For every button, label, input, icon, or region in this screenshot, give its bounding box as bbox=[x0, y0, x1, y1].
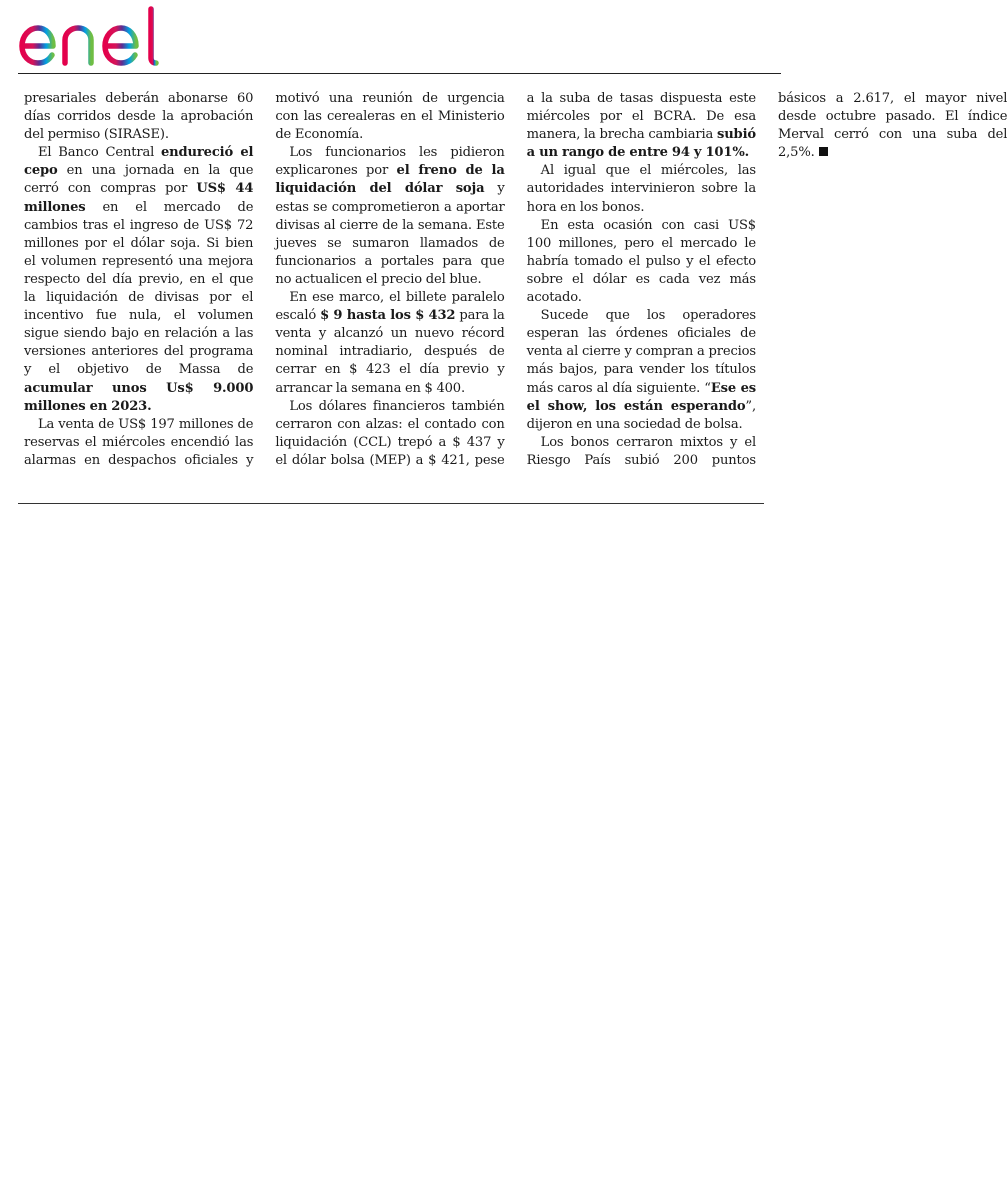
article-paragraph bbox=[275, 289, 504, 398]
text-run: para la venta y alcanzó un nuevo récord nominal intradiario, después de cerrar en $ 423 el día previo y arrancar la semana en $ 400. bbox=[275, 308, 505, 396]
text-run: Los dólares financieros también cerraron con alzas: el contado con liquidación (CCL) trepó a $ 437 y el dólar bolsa (MEP) a $ 421, pese a la suba de tasas dispuesta este miércoles por el BCRA. De esa manera, la brecha cambiaria bbox=[275, 91, 756, 468]
bold-text: endureció el cepo bbox=[24, 145, 254, 179]
text-run: en una jornada en la que cerró con compras por bbox=[24, 163, 254, 197]
article-body bbox=[24, 90, 1007, 474]
article-paragraph bbox=[527, 217, 756, 307]
bold-text: acumular unos Us$ 9.000 millones en 2023. bbox=[24, 380, 254, 414]
enel-logo bbox=[18, 6, 180, 66]
bold-text: Ese es el show, los están esperando bbox=[526, 380, 756, 414]
text-run: Sucede que los operadores esperan las órdenes oficiales de venta al cierre y compran a precios más bajos, para vender los títulos más caros al día siguiente. “ bbox=[526, 308, 756, 396]
bold-text: subió a un rango de entre 94 y 101%. bbox=[526, 127, 756, 161]
header-rule bbox=[18, 73, 781, 74]
text-run: En esta ocasión con casi US$ 100 millones, pero el mercado le habría tomado el pulso y el efecto sobre el dólar es cada vez más acotado. bbox=[526, 217, 756, 306]
bold-text: US$ 44 millones bbox=[24, 181, 254, 215]
bold-text: $ 9 hasta los $ 432 bbox=[320, 308, 456, 324]
text-run: El Banco Central bbox=[38, 145, 161, 161]
article-paragraph bbox=[24, 144, 253, 415]
article-paragraph bbox=[527, 162, 756, 216]
bold-text: el freno de la liquidación del dólar soja bbox=[275, 163, 505, 197]
text-run: presariales deberán abonarse 60 días corridos desde la aprobación del permiso (SIRASE). bbox=[24, 91, 254, 143]
text-run: La venta de US$ 197 millones de reservas el miércoles encendió las alarmas en despachos oficiales y motivó una reunión de urgencia con las cerealeras en el Ministerio de Economía. bbox=[24, 91, 505, 468]
text-run: en el mercado de cambios tras el ingreso de US$ 72 millones por el dólar soja. Si bien el volumen representó una mejora respecto del día previo, en el que la liquidación de divisas por el incentivo fue nula, el volumen sigue siendo bajo en relación a las versiones anteriores del programa y el objetivo de Massa de bbox=[24, 199, 254, 378]
text-run: En ese marco, el billete paralelo escaló bbox=[275, 290, 505, 324]
text-run: ”, dijeron en una sociedad de bolsa. bbox=[526, 398, 756, 432]
article-paragraph bbox=[527, 307, 756, 434]
article-paragraph bbox=[24, 90, 253, 144]
end-of-article-mark bbox=[819, 147, 828, 156]
footer-rule bbox=[18, 503, 764, 504]
text-run: Los bonos cerraron mixtos y el Riesgo País subió 200 puntos básicos a 2.617, el mayor nivel desde octubre pasado. El índice Merval cerró con una suba del 2,5%. bbox=[526, 91, 1007, 468]
text-run: y estas se comprometieron a aportar divisas al cierre de la semana. Este jueves se sumaron llamados de funcionarios a portales para que no actualicen el precio del blue. bbox=[275, 181, 505, 287]
text-run: Los funcionarios les pidieron explicarones por bbox=[275, 145, 505, 179]
text-run: Al igual que el miércoles, las autoridades intervinieron sobre la hora en los bonos. bbox=[526, 163, 756, 215]
article-paragraph bbox=[275, 144, 504, 289]
